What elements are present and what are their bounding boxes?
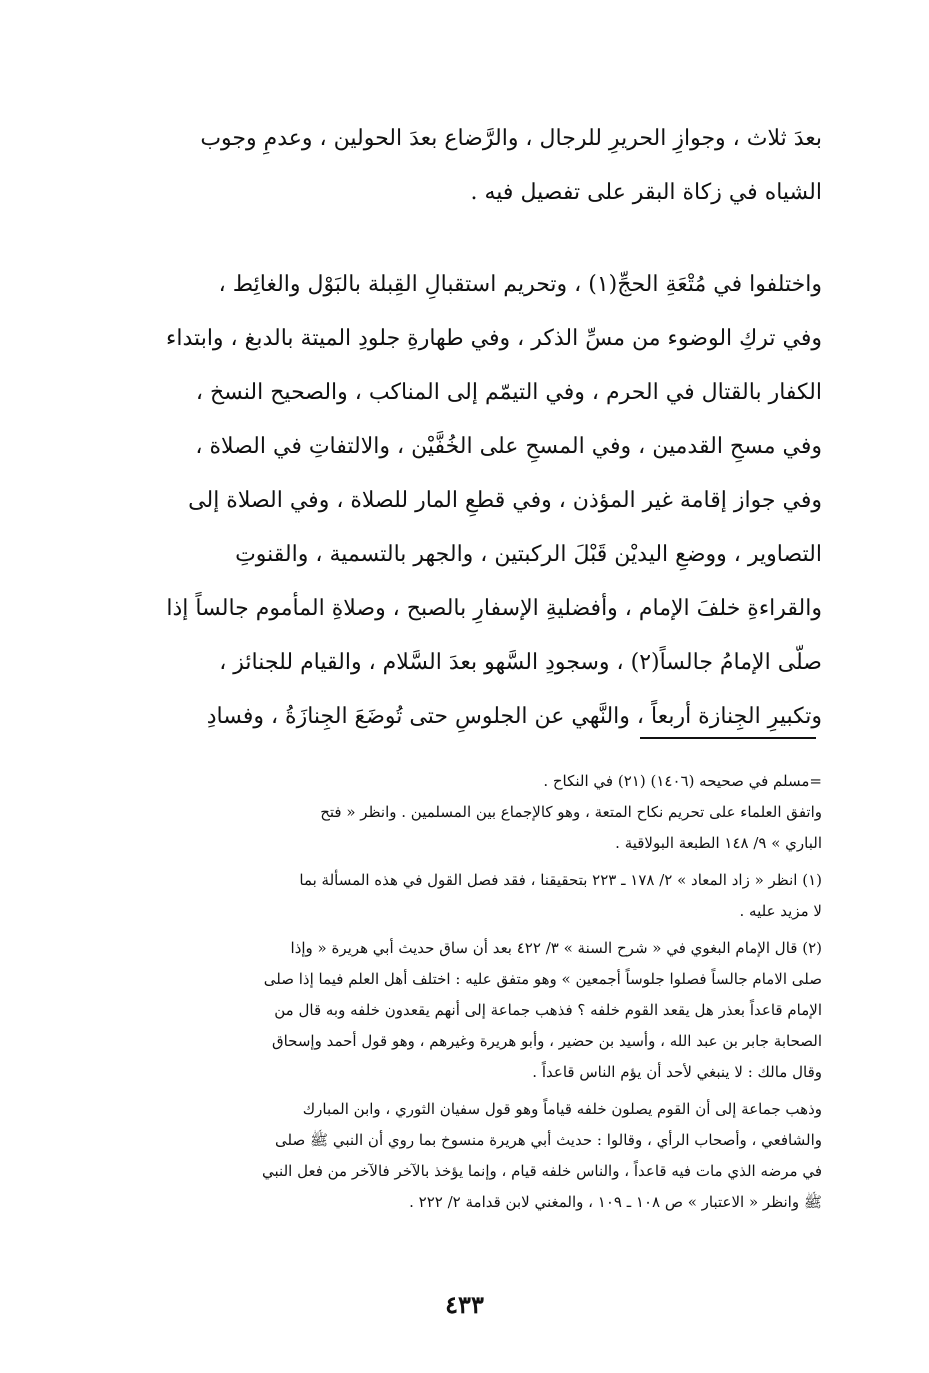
footnote-line: ﷺ وانظر « الاعتبار » ص ١٠٨ ـ ١٠٩ ، والمغني لابن قدامة ٢/ ٢٢٢ . [409, 1193, 822, 1211]
text-line: وفي جواز إقامة غير المؤذن ، وفي قطعِ المار للصلاة ، وفي الصلاة إلى [188, 488, 822, 513]
page-number: ٤٣٣ [445, 1290, 484, 1319]
text-line: الكفار بالقتال في الحرم ، وفي التيمّم إلى المناكب ، والصحيح النسخ ، [195, 380, 822, 405]
text-line: وفي مسحِ القدمين ، وفي المسحِ على الخُفَّيْن ، والالتفاتِ في الصلاة ، [195, 434, 822, 459]
footnote-line: صلى الامام جالساً فصلوا جلوساً أجمعين » وهو متفق عليه : اختلف أهل العلم فيما إذا صلى [263, 970, 822, 988]
footnote-line: والشافعي ، وأصحاب الرأي ، وقالوا : حديث أبي هريرة منسوخ بما روي أن النبي ﷺ صلى [275, 1131, 822, 1149]
footnote-2-continued [150, 1094, 822, 1218]
footnote-line: لا مزيد عليه . [739, 902, 822, 920]
main-paragraph-continuation [150, 112, 822, 220]
footnote-line: (٢) قال الإمام البغوي في « شرح السنة » ٣/ ٤٢٢ بعد أن ساق حديث أبي هريرة « وإذا [290, 939, 822, 957]
footnote-line: الصحابة جابر بن عبد الله ، وأسيد بن حضير ، وأبو هريرة وغيرهم ، وهو قول أحمد وإسحاق [271, 1032, 822, 1050]
text-line: صلّى الإمامُ جالساً(٢) ، وسجودِ السَّهو بعدَ السَّلام ، والقيام للجنائز ، [219, 650, 822, 675]
text-line: والقراءةِ خلفَ الإمام ، وأفضليةِ الإسفارِ بالصبح ، وصلاةِ المأموم جالساً إذا [166, 596, 822, 621]
footnote-1 [150, 865, 822, 927]
footnote-line: الباري » ٩/ ١٤٨ الطبعة البولاقية . [615, 834, 822, 852]
text-line: وفي تركِ الوضوء من مسِّ الذكر ، وفي طهارةِ جلودِ الميتة بالدبغ ، وابتداء [166, 326, 822, 351]
text-line: واختلفوا في مُتْعَةِ الحجِّ(١) ، وتحريم استقبالِ القِبلة بالبَوْل والغائِط ، [218, 272, 822, 297]
footnote-line: وذهب جماعة إلى أن القوم يصلون خلفه قياماً وهو قول سفيان الثوري ، وابن المبارك [302, 1100, 822, 1118]
footnote-line: في مرضه الذي مات فيه قاعداً ، والناس خلفه قيام ، وإنما يؤخذ بالآخر فالآخر من فعل النبي [262, 1162, 822, 1180]
footnote-line: واتفق العلماء على تحريم نكاح المتعة ، وهو كالإجماع بين المسلمين . وانظر « فتح [320, 803, 822, 821]
footnote-2 [150, 933, 822, 1088]
text-line: الشياه في زكاة البقر على تفصيل فيه . [470, 180, 822, 205]
footnote-line: الإمام قاعداً بعذر هل يقعد القوم خلفه ؟ فذهب جماعة إلى أنهم يقعدون خلفه وبه قال من [274, 1001, 822, 1019]
text-line: التصاوير ، ووضعِ اليديْن قَبْلَ الركبتين ، والجهر بالتسمية ، والقنوتِ [235, 542, 822, 567]
footnote-line: =مسلم في صحيحه (١٤٠٦) (٢١) في النكاح . [543, 772, 822, 790]
footnote-line: (١) انظر « زاد المعاد » ٢/ ١٧٨ ـ ٢٢٣ بتحقيقنا ، فقد فصل القول في هذه المسألة بما [299, 871, 822, 889]
text-line: وتكبيرِ الجِنازة أربعاً ، والنَّهي عن الجلوسِ حتى تُوضَعَ الجِنازَةُ ، وفسادِ [206, 704, 822, 729]
footnote-line: وقال مالك : لا ينبغي لأحد أن يؤم الناس قاعداً . [532, 1063, 822, 1081]
main-paragraph-disputes [150, 258, 822, 744]
footnote-divider [640, 737, 816, 739]
footnote-continuation [150, 766, 822, 859]
footnotes [150, 766, 822, 1224]
text-line: بعدَ ثلاث ، وجوازِ الحريرِ للرجال ، والرَّضاع بعدَ الحولين ، وعدمِ وجوب [200, 126, 822, 151]
